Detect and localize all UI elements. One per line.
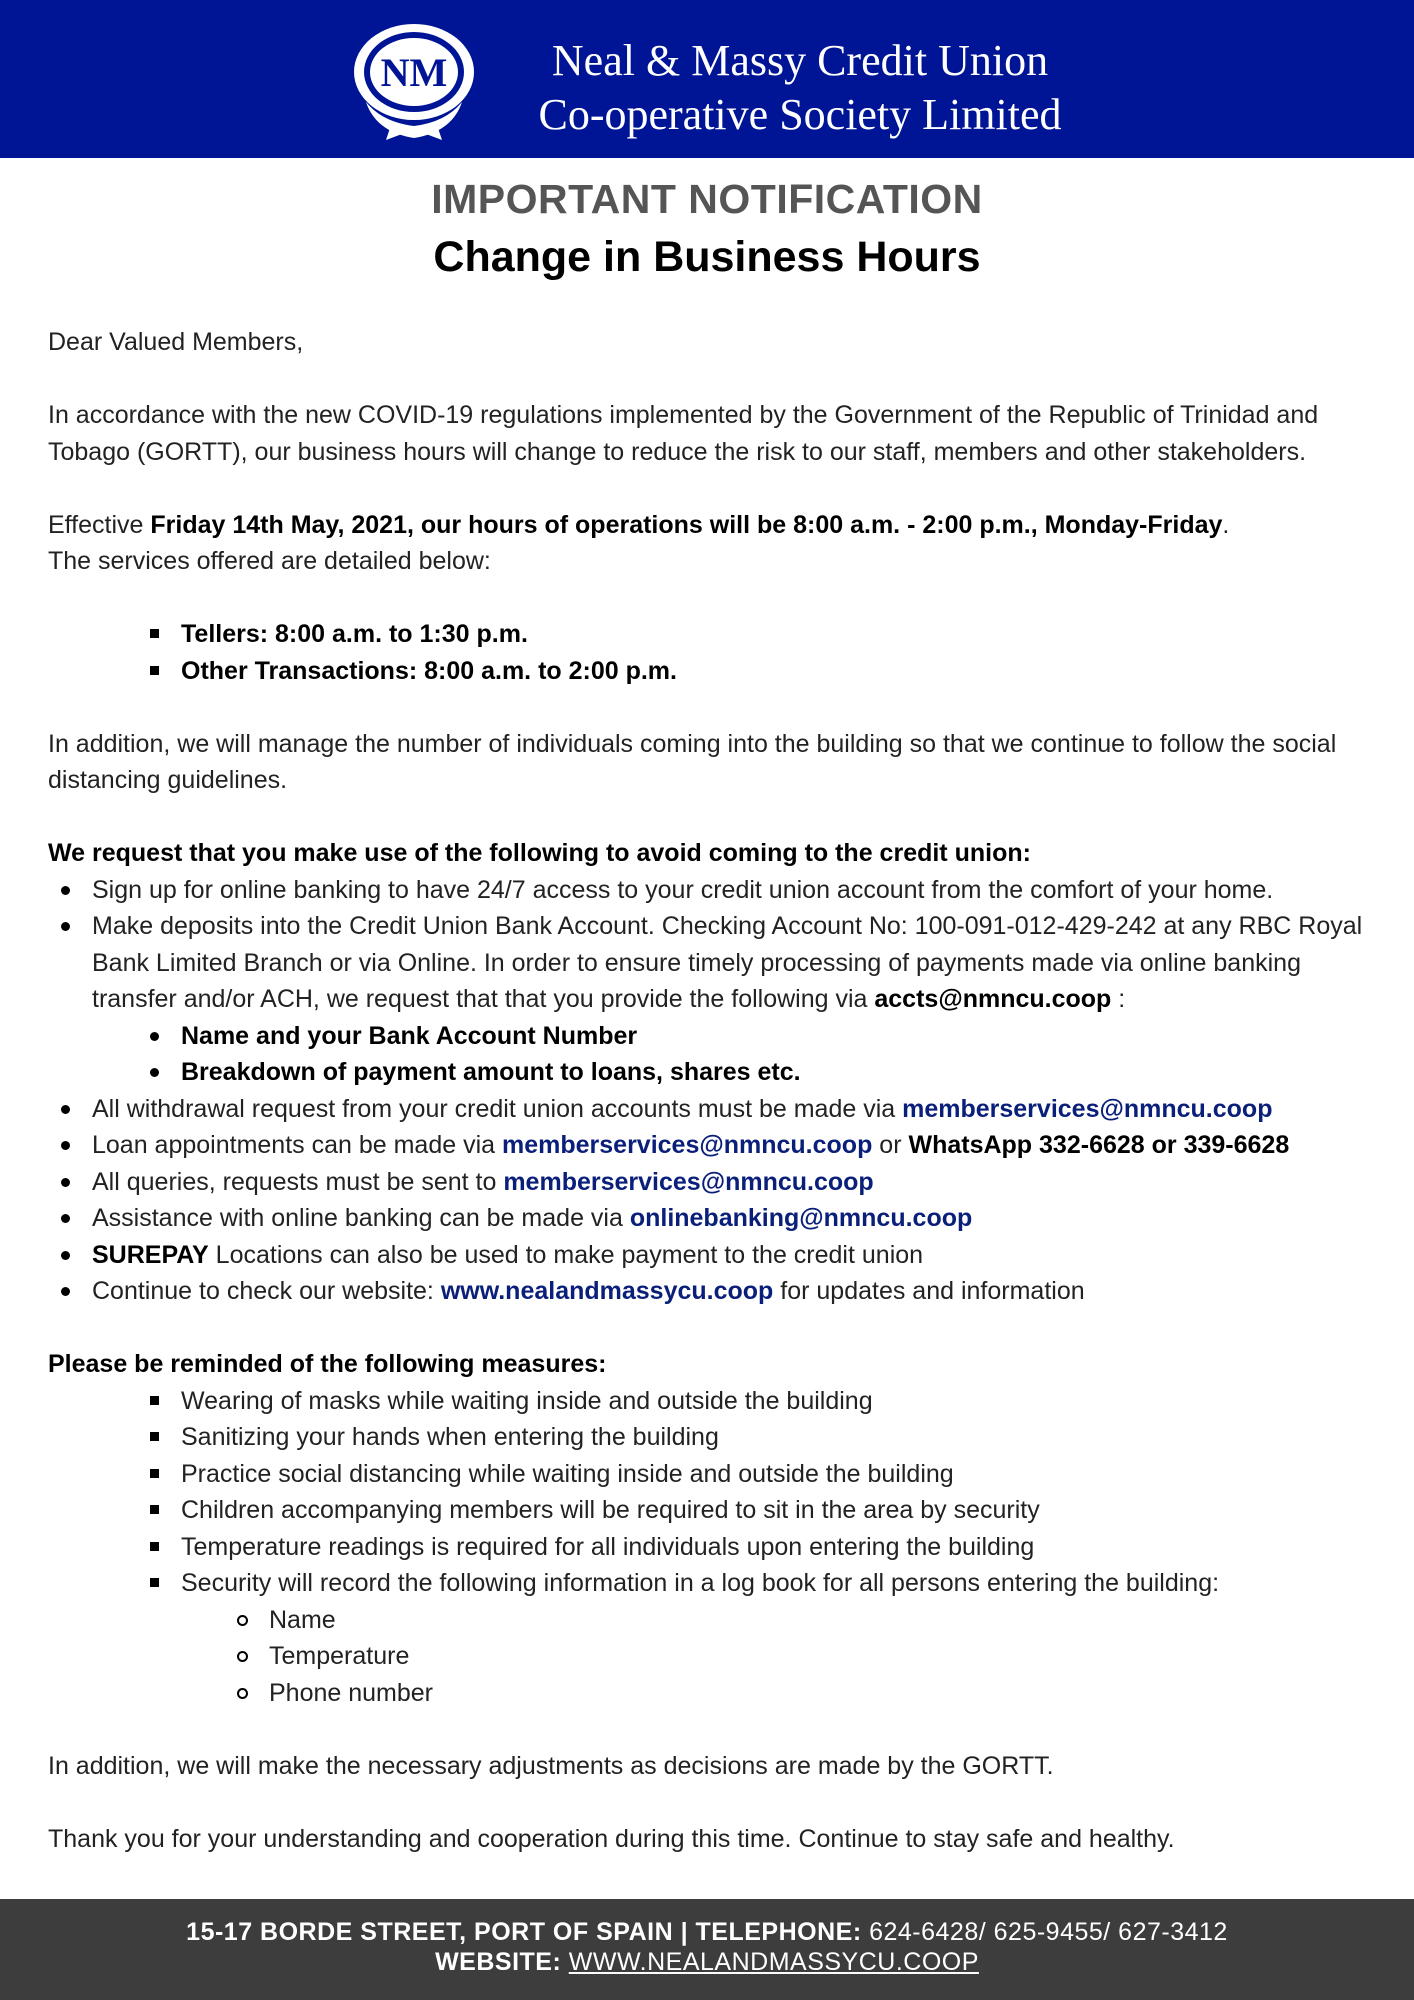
accts-email-link[interactable]: accts@nmncu.coop (874, 985, 1112, 1013)
list-item: Breakdown of payment amount to loans, shares etc. (181, 1054, 1388, 1091)
loan-text: Loan appointments can be made via (92, 1131, 502, 1159)
surepay-text: Locations can also be used to make payment to the credit union (208, 1240, 924, 1269)
list-item: Sanitizing your hands when entering the building (181, 1419, 1388, 1456)
list-item (92, 1273, 1388, 1310)
list-item: Practice social distancing while waiting inside and outside the building (181, 1456, 1388, 1493)
measures-list (48, 1383, 1388, 1602)
distancing-paragraph: In addition, we will manage the number of individuals coming into the building so that we continue to follow the social distancing guidelines. (48, 729, 1337, 794)
log-items-list (48, 1602, 1388, 1712)
list-item (92, 1237, 1388, 1274)
effective-suffix: . (1222, 510, 1230, 539)
org-name-line1: Neal & Massy Credit Union (551, 36, 1049, 85)
list-item (92, 1164, 1388, 1201)
queries-text: All queries, requests must be sent to (92, 1167, 504, 1196)
footer-website-line (0, 1947, 1414, 1977)
list-item (92, 908, 1388, 1091)
request-heading: We request that you make use of the following to avoid coming to the credit union: (48, 839, 1031, 867)
notice-subject: Change in Business Hours (433, 233, 981, 281)
effective-prefix: Effective (48, 510, 151, 539)
letter-body (48, 324, 1388, 1857)
memberservices-email-link[interactable]: memberservices@nmncu.coop (503, 1167, 874, 1196)
list-item: Name and your Bank Account Number (181, 1018, 1388, 1055)
footer-website-label: WEBSITE: (435, 1948, 562, 1976)
effective-date-paragraph (48, 507, 1388, 580)
adjustments-paragraph: In addition, we will make the necessary adjustments as decisions are made by the GORTT. (48, 1751, 1054, 1780)
organization-name (500, 34, 1100, 142)
org-name-line2: Co-operative Society Limited (538, 90, 1062, 139)
footer-website-link[interactable]: WWW.NEALANDMASSYCU.COOP (568, 1948, 979, 1976)
list-item: Sign up for online banking to have 24/7 access to your credit union account from the comfort of your home. (92, 872, 1388, 909)
website-suffix: for updates and information (773, 1277, 1085, 1305)
deposit-text: Make deposits into the Credit Union Bank Account. Checking Account No: 100-091-012-429-242 at any RBC Royal Bank Limited Branch or via Online. In order to ensure timely processing of payments made via online banking transfer and/or ACH, we request that that you provide the following via (92, 912, 1363, 1013)
loan-or: or (872, 1131, 909, 1159)
intro-paragraph: In accordance with the new COVID-19 regulations implemented by the Government of the Republic of Trinidad and Tobago (GORTT), our business hours will change to reduce the risk to our staff, members and other stakeholders. (48, 401, 1319, 466)
surepay-label: SUREPAY (92, 1240, 209, 1269)
notice-heading: IMPORTANT NOTIFICATION (431, 176, 983, 222)
deposit-details-list (92, 1018, 1388, 1091)
measures-heading: Please be reminded of the following measures: (48, 1350, 607, 1378)
withdrawal-text: All withdrawal request from your credit union accounts must be made via (92, 1094, 903, 1123)
closing-paragraph: Thank you for your understanding and cooperation during this time. Continue to stay safe and healthy. (48, 1824, 1175, 1853)
list-item (92, 1127, 1388, 1164)
list-item (92, 1200, 1388, 1237)
memberservices-email-link[interactable]: memberservices@nmncu.coop (502, 1131, 873, 1159)
list-item: Name (269, 1602, 1388, 1639)
services-intro: The services offered are detailed below: (48, 547, 491, 575)
svg-text:NM: NM (380, 50, 448, 95)
effective-hours: Friday 14th May, 2021, our hours of operations will be 8:00 a.m. - 2:00 p.m., Monday-Friday (150, 510, 1223, 539)
website-link[interactable]: www.nealandmassycu.coop (440, 1277, 774, 1305)
website-text: Continue to check our website: (92, 1277, 441, 1305)
request-list (48, 872, 1388, 1310)
nmcu-hands-logo-icon (346, 22, 482, 144)
onlinebanking-email-link[interactable]: onlinebanking@nmncu.coop (629, 1204, 973, 1232)
list-item: Temperature (269, 1638, 1388, 1675)
footer-address-line (0, 1917, 1414, 1947)
list-item: Tellers: 8:00 a.m. to 1:30 p.m. (181, 616, 1388, 653)
list-item: Wearing of masks while waiting inside and outside the building (181, 1383, 1388, 1420)
list-item: Phone number (269, 1675, 1388, 1712)
hours-list (48, 616, 1388, 689)
greeting: Dear Valued Members, (48, 328, 304, 356)
letterhead-banner (0, 0, 1414, 158)
list-item: Security will record the following information in a log book for all persons entering the building: (181, 1565, 1388, 1602)
list-item: Other Transactions: 8:00 a.m. to 2:00 p.m. (181, 653, 1388, 690)
online-banking-text: Assistance with online banking can be made via (92, 1204, 630, 1232)
memberservices-email-link[interactable]: memberservices@nmncu.coop (902, 1094, 1273, 1123)
footer-phones: 624-6428/ 625-9455/ 627-3412 (861, 1918, 1228, 1946)
list-item (92, 1091, 1388, 1128)
list-item: Children accompanying members will be required to sit in the area by security (181, 1492, 1388, 1529)
deposit-suffix: : (1111, 985, 1126, 1013)
notice-titles (0, 170, 1414, 286)
list-item: Temperature readings is required for all individuals upon entering the building (181, 1529, 1388, 1566)
footer-address: 15-17 BORDE STREET, PORT OF SPAIN | TELEPHONE: (186, 1918, 862, 1946)
footer-contact-bar (0, 1899, 1414, 2000)
whatsapp-numbers: WhatsApp 332-6628 or 339-6628 (908, 1131, 1290, 1159)
